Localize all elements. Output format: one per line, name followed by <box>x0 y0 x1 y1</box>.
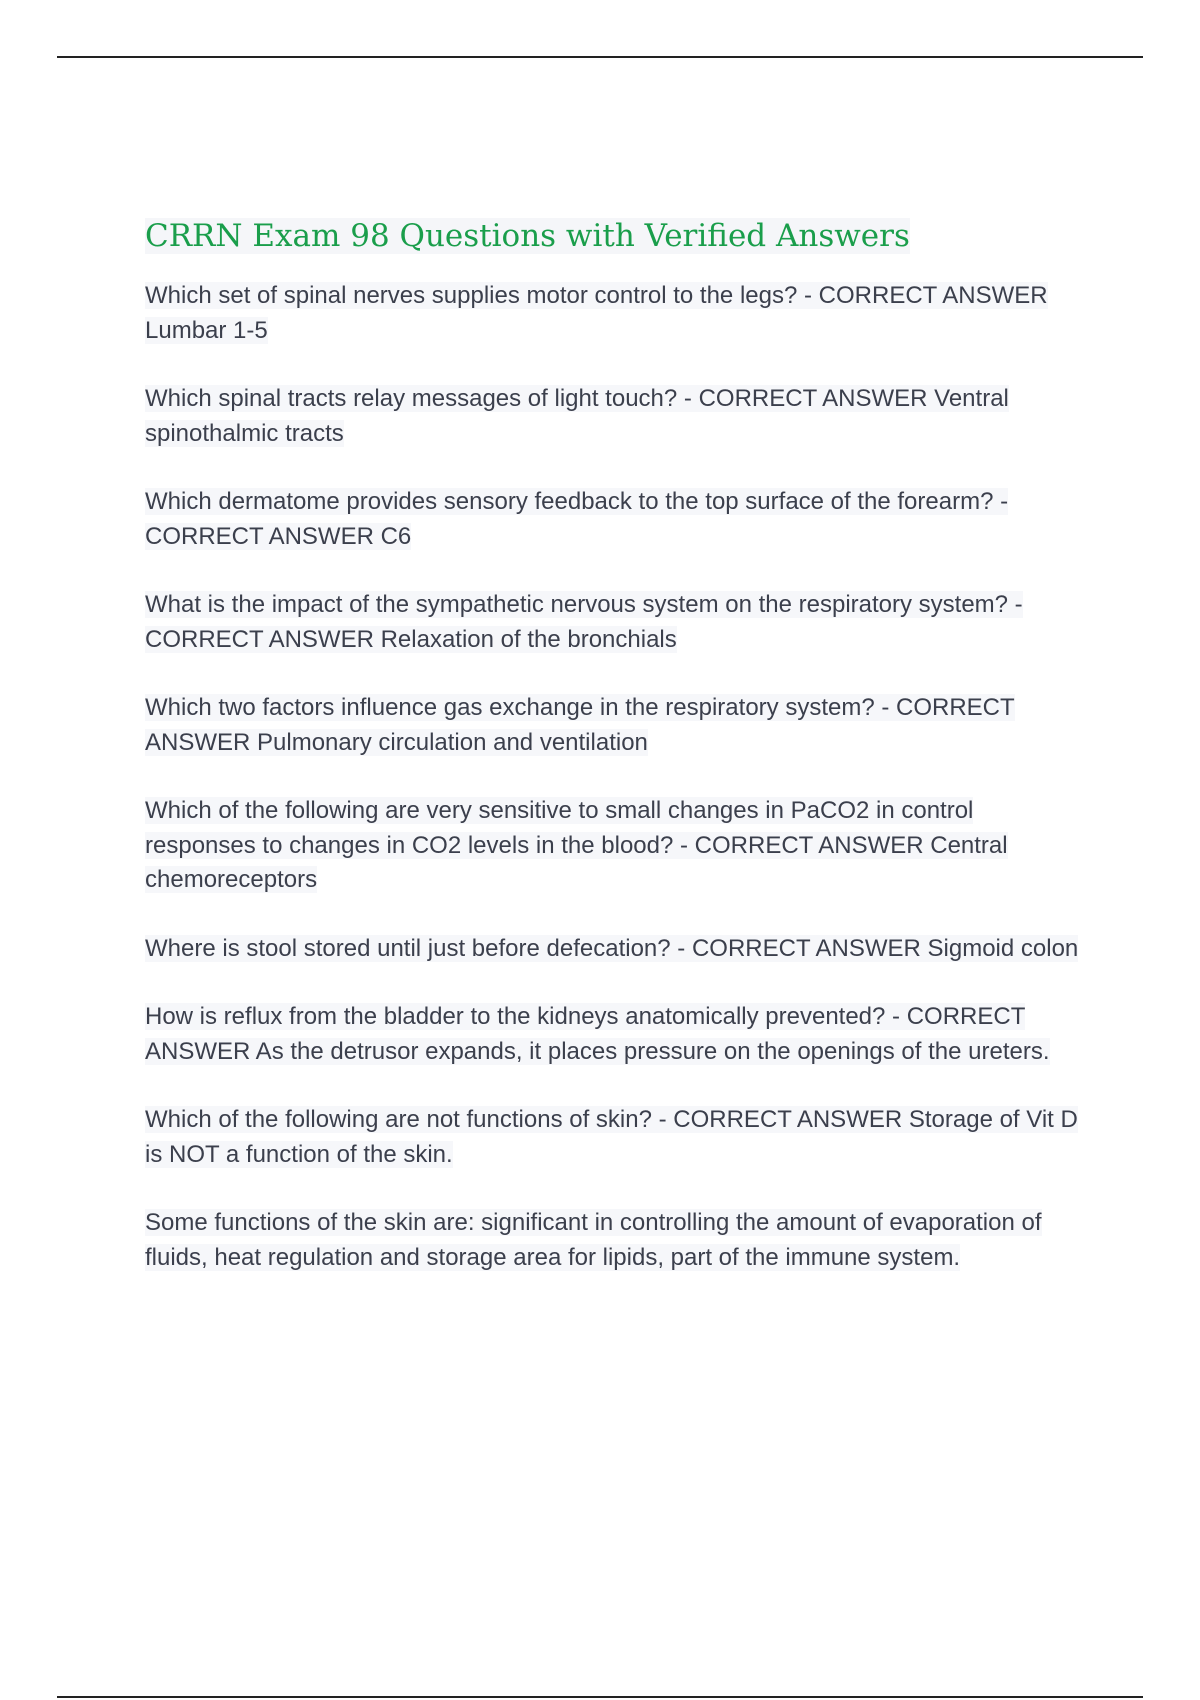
qa-paragraph: Which two factors influence gas exchange in the respiratory system? - CORRECT ANSWER Pulmonary circulation and ventilation <box>145 694 1015 756</box>
document-title: CRRN Exam 98 Questions with Verified Answers <box>145 218 910 254</box>
qa-paragraph: Where is stool stored until just before defecation? - CORRECT ANSWER Sigmoid colon <box>145 934 1079 962</box>
qa-paragraph: Which dermatome provides sensory feedback to the top surface of the forearm? - CORRECT ANSWER C6 <box>145 488 1009 550</box>
skin-functions-note: Some functions of the skin are: significant in controlling the amount of evaporation of fluids, heat regulation and storage area for lipids, part of the immune system. <box>145 1209 1042 1271</box>
qa-paragraph: Which of the following are very sensitive to small changes in PaCO2 in control responses to changes in CO2 levels in the blood? - CORRECT ANSWER Central chemoreceptors <box>145 797 1008 893</box>
qa-paragraph: Which of the following are not functions of skin? - CORRECT ANSWER Storage of Vit D is NOT a function of the skin. <box>145 1106 1078 1168</box>
qa-paragraph: What is the impact of the sympathetic nervous system on the respiratory system? - CORRECT ANSWER Relaxation of the bronchials <box>145 591 1023 653</box>
qa-paragraph: Which set of spinal nerves supplies motor control to the legs? - CORRECT ANSWER Lumbar 1-5 <box>145 282 1048 344</box>
qa-paragraph: How is reflux from the bladder to the kidneys anatomically prevented? - CORRECT ANSWER As the detrusor expands, it places pressure on the openings of the ureters. <box>145 1003 1050 1065</box>
footer-rule <box>57 1696 1143 1698</box>
header-rule <box>57 56 1143 58</box>
document-body <box>145 211 1090 1309</box>
qa-paragraph: Which spinal tracts relay messages of light touch? - CORRECT ANSWER Ventral spinothalmic tracts <box>145 385 1009 447</box>
